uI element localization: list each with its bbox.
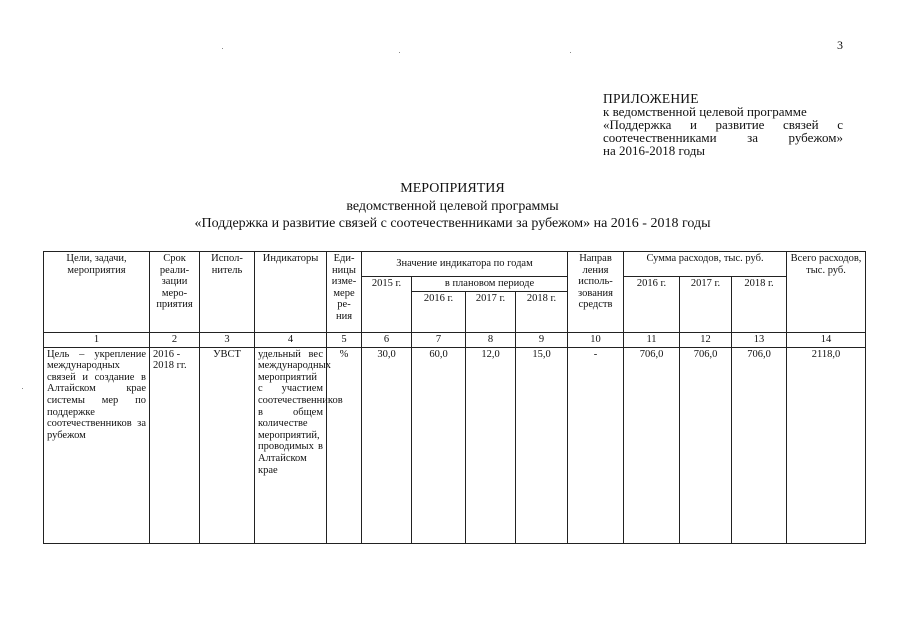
column-number: 12 — [680, 332, 732, 347]
period-cell: 2016 - 2018 гг. — [150, 347, 200, 543]
column-number: 3 — [200, 332, 255, 347]
column-number: 8 — [466, 332, 516, 347]
indicator-cell: удельный вес международных мероприятий с участием соотечественников в общем количестве мероприятий, проводимых в Алтайском крае — [255, 347, 327, 543]
header-row — [44, 252, 866, 277]
column-number: 2 — [150, 332, 200, 347]
document-subtitle: ведомственной целевой программы — [346, 199, 559, 214]
header-indicators: Индикаторы — [255, 252, 327, 333]
column-number: 11 — [624, 332, 680, 347]
column-number: 14 — [787, 332, 866, 347]
column-number: 13 — [732, 332, 787, 347]
column-number: 7 — [412, 332, 466, 347]
header-goals: Цели, задачи, мероприятия — [44, 252, 150, 333]
executor-cell: УВСТ — [200, 347, 255, 543]
value-2015-cell: 30,0 — [362, 347, 412, 543]
appendix-line: соотечественниками за рубежом» — [603, 130, 843, 145]
header-units: Еди-ницы изме-мере ре-ния — [327, 252, 362, 333]
expense-2016-cell: 706,0 — [624, 347, 680, 543]
column-number: 6 — [362, 332, 412, 347]
scan-speck — [222, 48, 223, 49]
column-number: 4 — [255, 332, 327, 347]
column-number-row — [44, 332, 866, 347]
direction-cell: - — [568, 347, 624, 543]
appendix-block — [603, 92, 843, 157]
value-2017-cell: 12,0 — [466, 347, 516, 543]
header-direction: Направ ления исполь-зования средств — [568, 252, 624, 333]
total-cell: 2118,0 — [787, 347, 866, 543]
appendix-line: на 2016-2018 годы — [603, 143, 706, 158]
column-number: 10 — [568, 332, 624, 347]
table-row — [44, 347, 866, 543]
page-number: 3 — [837, 38, 843, 52]
scan-speck — [570, 52, 571, 53]
document-title: МЕРОПРИЯТИЯ — [400, 181, 505, 196]
value-2018-cell: 15,0 — [516, 347, 568, 543]
header-year-2017: 2017 г. — [466, 291, 516, 332]
expense-2017-cell: 706,0 — [680, 347, 732, 543]
column-number: 1 — [44, 332, 150, 347]
appendix-line: к ведомственной целевой программе — [603, 104, 807, 119]
column-number: 5 — [327, 332, 362, 347]
header-year-2016: 2016 г. — [412, 291, 466, 332]
header-total: Всего расходов, тыс. руб. — [787, 252, 866, 333]
scan-speck — [399, 52, 400, 53]
appendix-heading: ПРИЛОЖЕНИЕ — [603, 91, 699, 106]
header-year-2015: 2015 г. — [362, 277, 412, 333]
value-2016-cell: 60,0 — [412, 347, 466, 543]
column-number: 9 — [516, 332, 568, 347]
header-exp-2016: 2016 г. — [624, 277, 680, 333]
header-planned-period: в плановом периоде — [412, 277, 568, 292]
scan-speck — [22, 388, 23, 389]
goal-cell: Цель – укрепление международных связей и создание в Алтайском крае системы мер по поддержке соотечественников за рубежом — [44, 347, 150, 543]
unit-cell: % — [327, 347, 362, 543]
header-period: Срок реали-зации меро-приятия — [150, 252, 200, 333]
header-indicator-values: Значение индикатора по годам — [362, 252, 568, 277]
appendix-line: «Поддержка и развитие связей с — [603, 117, 843, 132]
activities-table — [43, 251, 866, 544]
header-exp-2017: 2017 г. — [680, 277, 732, 333]
header-exp-2018: 2018 г. — [732, 277, 787, 333]
header-expenses: Сумма расходов, тыс. руб. — [624, 252, 787, 277]
header-year-2018: 2018 г. — [516, 291, 568, 332]
expense-2018-cell: 706,0 — [732, 347, 787, 543]
header-executor: Испол-нитель — [200, 252, 255, 333]
program-name: «Поддержка и развитие связей с соотечественниками за рубежом» на 2016 - 2018 годы — [194, 216, 711, 231]
